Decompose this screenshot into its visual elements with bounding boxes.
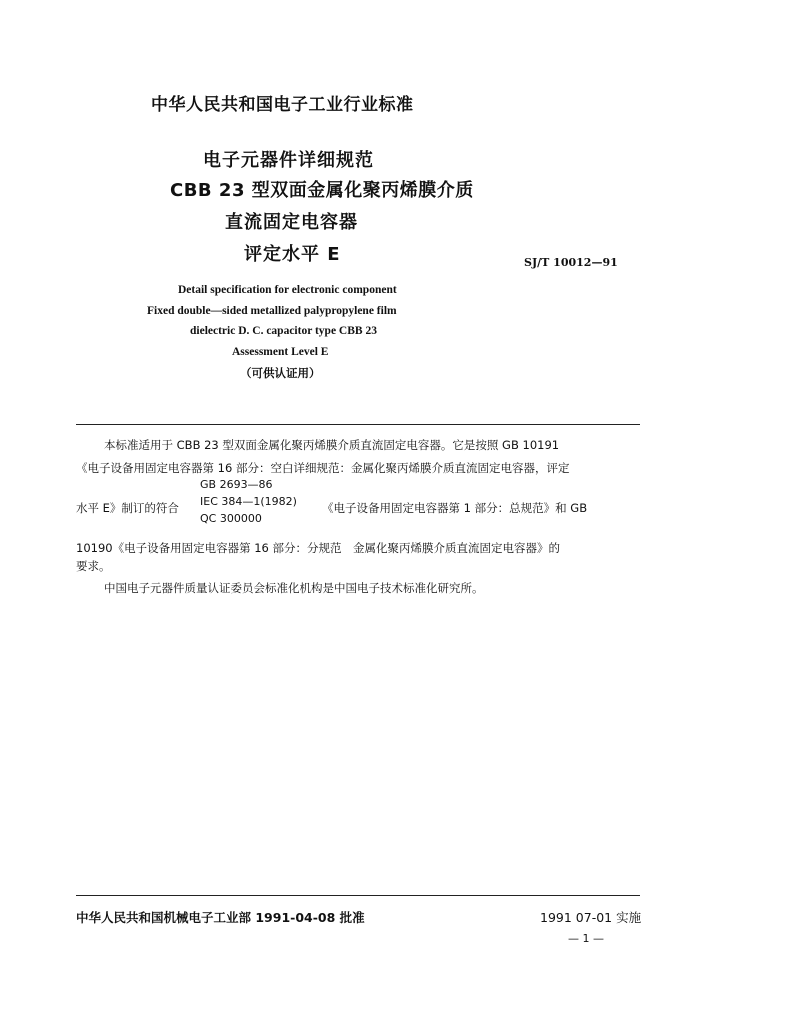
page-number: — 1 — — [568, 932, 604, 945]
english-title-line-2: Fixed double—sided metallized palypropylene film — [147, 305, 397, 317]
body-paragraph-1-line-2: 《电子设备用固定电容器第 16 部分：空白详细规范：金属化聚丙烯膜介质直流固定电容器，评定 — [76, 461, 570, 475]
body-paragraph-1-line-5: 要求。 — [76, 559, 111, 573]
body-paragraph-1-line-3-suffix: 《电子设备用固定电容器第 1 部分：总规范》和 GB — [322, 501, 588, 515]
body-paragraph-2: 中国电子元器件质量认证委员会标准化机构是中国电子技术标准化研究所。 — [104, 581, 484, 595]
implementation-date: 1991 07-01 实施 — [540, 910, 642, 925]
title-line-4: 评定水平 E — [244, 244, 341, 265]
industry-standard-heading: 中华人民共和国电子工业行业标准 — [151, 95, 414, 115]
header-divider — [76, 424, 640, 425]
standard-number: SJ/T 10012—91 — [524, 256, 618, 269]
reference-standard: QC 300000 — [200, 512, 262, 525]
english-title-line-3: dielectric D. C. capacitor type CBB 23 — [190, 325, 377, 337]
title-line-2: CBB 23 型双面金属化聚丙烯膜介质 — [170, 180, 474, 201]
reference-standard: IEC 384—1(1982) — [200, 495, 297, 508]
certification-note: （可供认证用） — [240, 366, 321, 380]
reference-standard: GB 2693—86 — [200, 478, 273, 491]
title-line-1: 电子元器件详细规范 — [203, 150, 374, 171]
approval-statement: 中华人民共和国机械电子工业部 1991-04-08 批准 — [76, 910, 365, 925]
footer-divider — [76, 895, 640, 896]
body-paragraph-1-line-1: 本标准适用于 CBB 23 型双面金属化聚丙烯膜介质直流固定电容器。它是按照 GB 10191 — [104, 438, 560, 452]
english-title-line-1: Detail specification for electronic component — [178, 284, 397, 296]
title-line-3: 直流固定电容器 — [225, 212, 358, 233]
reference-standards-stack — [200, 476, 297, 527]
body-paragraph-1-line-4: 10190《电子设备用固定电容器第 16 部分：分规范 金属化聚丙烯膜介质直流固定电容器》的 — [76, 541, 561, 555]
body-paragraph-1-line-3-prefix: 水平 E》制订的符合 — [76, 501, 179, 515]
english-title-line-4: Assessment Level E — [232, 346, 329, 358]
